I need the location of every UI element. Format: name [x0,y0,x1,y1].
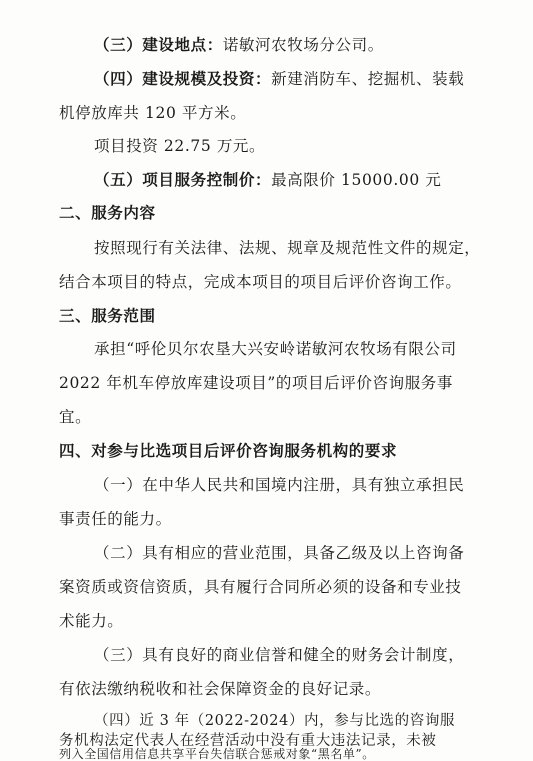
line-site [94,35,384,55]
scale-heading: （四）建设规模及投资： [94,69,272,88]
line-scale [94,69,464,89]
requirement-4-line-1: （四）近 3 年（2022-2024）内，参与比选的咨询服 [94,713,456,729]
requirement-3-line-1: （三）具有良好的商业信誉和健全的财务会计制度， [94,646,465,664]
requirement-4-line-3: 列入全国信用信息共享平台失信联合惩戒对象“黑名单”。 [59,747,375,761]
requirement-1-line-1: （一）在中华人民共和国境内注册，具有独立承担民 [94,476,465,494]
line-scale-cont: 机停放库共 120 平方米。 [59,104,247,122]
section-heading-requirements: 四、对参与比选项目后评价咨询服务机构的要求 [59,441,398,460]
requirement-1-line-2: 事责任的能力。 [59,510,172,528]
paragraph-scope-3: 宜。 [59,408,92,426]
scale-text: 新建消防车、挖掘机、装载 [271,70,465,88]
line-price [94,170,441,190]
requirement-2-line-2: 案资质或资信资质，具有履行合同所必须的设备和专业技 [59,578,462,596]
price-text: 最高限价 15000.00 元 [271,171,442,189]
section-heading-content: 二、服务内容 [59,203,156,222]
requirement-2-line-3: 术能力。 [59,612,124,630]
site-text: 诺敏河农牧场分公司。 [222,36,384,54]
paragraph-scope-1: 承担“呼伦贝尔农垦大兴安岭诺敏河农牧场有限公司 [94,340,457,358]
requirement-4-line-2: 务机构法定代表人在经营活动中没有重大违法记录，未被 [59,733,437,749]
section-heading-scope: 三、服务范围 [59,306,156,325]
requirement-2-line-1: （二）具有相应的营业范围，具备乙级及以上咨询备 [94,544,465,562]
site-heading: （三）建设地点： [94,35,223,54]
price-heading: （五）项目服务控制价： [94,170,272,189]
line-investment: 项目投资 22.75 万元。 [94,137,266,155]
requirement-3-line-2: 有依法缴纳税收和社会保障资金的良好记录。 [59,680,382,698]
paragraph-content-1: 按照现行有关法律、法规、规章及规范性文件的规定， [94,239,481,257]
paragraph-scope-2: 2022 年机车停放库建设项目”的项目后评价咨询服务事 [59,374,453,392]
paragraph-content-2: 结合本项目的特点，完成本项目的项目后评价咨询工作。 [59,273,462,291]
